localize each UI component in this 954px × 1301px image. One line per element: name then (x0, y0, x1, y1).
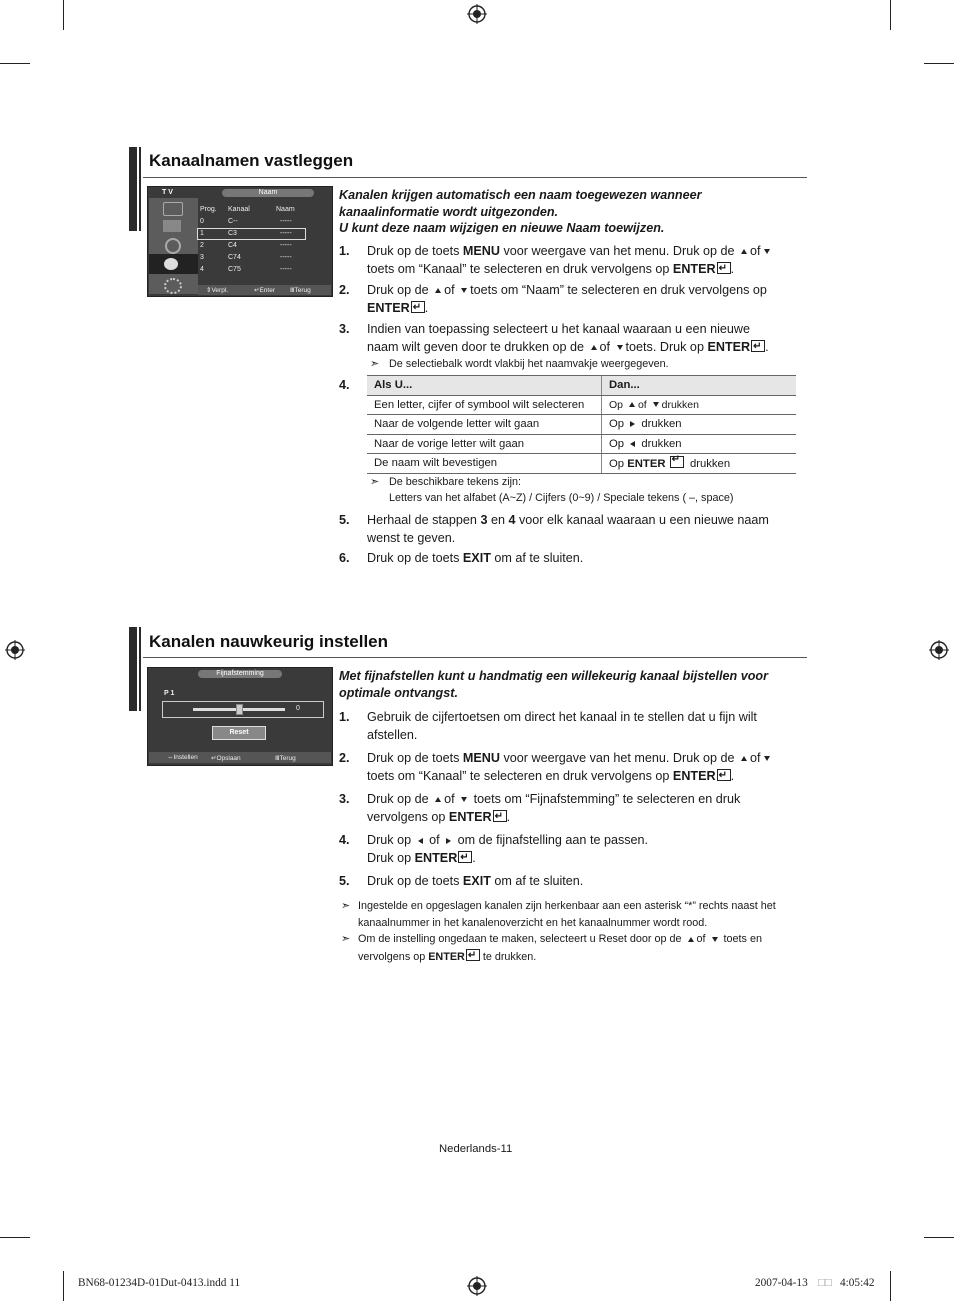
picture-icon (163, 220, 181, 232)
table-row (367, 395, 796, 415)
tab-label: T V (162, 189, 173, 196)
up-arrow-icon (591, 345, 597, 350)
up-arrow-icon (435, 797, 441, 802)
registration-mark-icon (467, 4, 487, 24)
channel-row[interactable]: 1 C3 ----- (200, 230, 292, 237)
down-arrow-icon (653, 402, 659, 407)
down-arrow-icon (461, 288, 467, 293)
move-hint: ⇕Verpl. (206, 287, 229, 294)
table-cell: Een letter, cijfer of symbool wilt selecteren (367, 395, 602, 415)
key-table (367, 375, 796, 474)
table-cell: Op ENTER ↵ drukken (602, 454, 797, 474)
channel-row[interactable]: 4 C75 ----- (200, 266, 292, 273)
left-arrow-icon (630, 441, 635, 447)
channel-row[interactable]: 2 C4 ----- (200, 242, 292, 249)
section-marker (129, 627, 141, 711)
step-2: 2. Druk op de of toets om “Naam” te selecteren en druk vervolgens op ENTER↵ . (339, 282, 804, 318)
channel-row[interactable]: 3 C74 ----- (200, 254, 292, 261)
table-cell: Naar de vorige letter wilt gaan (367, 434, 602, 454)
save-hint: ↵Opslaan (211, 755, 241, 762)
table-row (367, 415, 796, 435)
slider-thumb[interactable] (236, 704, 243, 715)
section-rule (143, 177, 807, 178)
reset-button[interactable]: Reset (212, 726, 266, 740)
section-marker (129, 147, 141, 231)
intro-text: Kanalen krijgen automatisch een naam toegewezen wanneer kanaalinformatie wordt uitgezonden. U kunt deze naam wijzigen en nieuwe Naam toewijzen. (339, 188, 702, 235)
page-number: Nederlands-11 (439, 1143, 513, 1155)
channel-icon (149, 254, 198, 274)
down-arrow-icon (764, 756, 770, 761)
menu-sidebar (149, 198, 198, 294)
left-arrow-icon (418, 838, 423, 844)
header-label: Naam (258, 189, 278, 196)
up-arrow-icon (435, 288, 441, 293)
table-header-row (367, 376, 796, 396)
table-header: Dan... (602, 376, 797, 396)
slug-date: 2007-04-13 (755, 1277, 808, 1289)
return-hint: ⅢTerug (290, 287, 311, 294)
note-arrow-icon: ➣ (341, 933, 351, 945)
crop-mark (890, 1271, 891, 1301)
down-arrow-icon (712, 937, 718, 942)
registration-mark-icon (5, 640, 25, 660)
enter-icon (717, 769, 731, 781)
step-4: 4. Druk op of om de fijnafstelling aan te passen. Druk op ENTER↵ . (339, 832, 804, 868)
tv-menu-screen (147, 186, 333, 297)
slug-boxes: □□ (818, 1277, 832, 1289)
registration-mark-icon (467, 1276, 487, 1296)
note: ➣ Om de instelling ongedaan te maken, selecteert u Reset door op de of toets en vervolgens op ENTER↵ te drukken. (341, 930, 803, 966)
step-1: 1. Druk op de toets MENU voor weergave van het menu. Druk op de of toets om “Kanaal” te selecteren en druk vervolgens op ENTER↵ . (339, 243, 804, 279)
menu-footer (149, 752, 331, 763)
down-arrow-icon (461, 797, 467, 802)
table-cell: Op drukken (602, 415, 797, 435)
section-rule (143, 657, 807, 658)
step-3: 3. Indien van toepassing selecteert u het kanaal waaraan u een nieuwe naam wilt geven door te drukken op de of toets. Druk op ENTER↵ . (339, 321, 804, 357)
step-2: 2. Druk op de toets MENU voor weergave van het menu. Druk op de of toets om “Kanaal” te selecteren en druk vervolgens op ENTER↵ . (339, 750, 804, 786)
enter-icon (493, 810, 507, 822)
fine-tune-screen (147, 667, 333, 766)
table-header: Als U... (367, 376, 602, 396)
note-arrow-icon: ➣ (341, 900, 351, 912)
section-title: Kanaalnamen vastleggen (149, 151, 354, 170)
header-label: Fijnafstemming (216, 670, 264, 677)
menu-header (222, 189, 314, 197)
note-arrow-icon: ➣ (370, 358, 380, 370)
table-cell: Naar de volgende letter wilt gaan (367, 415, 602, 435)
section-title: Kanalen nauwkeurig instellen (149, 632, 389, 651)
down-arrow-icon (764, 249, 770, 254)
enter-icon (411, 301, 425, 313)
step-4: 4. (339, 378, 350, 392)
step-3: 3. Druk op de of toets om “Fijnafstemming” te selecteren en druk vervolgens op ENTER↵ . (339, 791, 804, 827)
program-label: P 1 (164, 690, 175, 697)
right-arrow-icon (630, 421, 635, 427)
slider-value: 0 (296, 705, 300, 712)
menu-header (198, 670, 282, 678)
setup-icon (164, 278, 182, 294)
note: ➣ De beschikbare tekens zijn: Letters van het alfabet (A~Z) / Cijfers (0~9) / Speciale tekens ( –, space) (370, 476, 734, 504)
column-header: Prog. (200, 206, 217, 213)
step-1: 1. Gebruik de cijfertoetsen om direct het kanaal in te stellen dat u fijn wilt afstellen. (339, 710, 757, 742)
sound-icon (165, 238, 181, 254)
crop-mark (924, 63, 954, 64)
channel-row[interactable]: 0 C-- ----- (200, 218, 292, 225)
enter-icon (717, 262, 731, 274)
enter-icon (751, 340, 765, 352)
menu-footer (198, 285, 331, 295)
slug-time: 4:05:42 (840, 1277, 875, 1289)
crop-mark (924, 1237, 954, 1238)
up-arrow-icon (629, 402, 635, 407)
up-arrow-icon (741, 249, 747, 254)
step-5: 5. Druk op de toets EXIT om af te sluiten. (339, 874, 584, 888)
column-header: Kanaal (228, 206, 250, 213)
return-hint: ⅢTerug (275, 755, 296, 762)
enter-icon (458, 851, 472, 863)
step-6: 6. Druk op de toets EXIT om af te sluiten. (339, 551, 584, 565)
table-cell: De naam wilt bevestigen (367, 454, 602, 474)
enter-icon (466, 949, 480, 961)
intro-text: Met fijnafstellen kunt u handmatig een willekeurig kanaal bijstellen voor optimale ontvangst. (339, 669, 768, 700)
step-5: 5. Herhaal de stappen 3 en 4 voor elk kanaal waaraan u een nieuwe naam wenst te geven. (339, 513, 769, 545)
crop-mark (0, 63, 30, 64)
table-row (367, 454, 796, 474)
crop-mark (63, 1271, 64, 1301)
enter-icon (670, 456, 684, 468)
slider-box (162, 701, 324, 718)
note: ➣ Ingestelde en opgeslagen kanalen zijn herkenbaar aan een asterisk “*” rechts naast het kanaalnummer in het kanalenoverzicht en het kanaalnummer wordt rood. (341, 900, 776, 929)
enter-hint: ↵Enter (254, 287, 275, 294)
up-arrow-icon (688, 937, 694, 942)
table-cell: Op drukken (602, 434, 797, 454)
registration-mark-icon (929, 640, 949, 660)
antenna-icon (163, 202, 183, 216)
right-arrow-icon (446, 838, 451, 844)
note-arrow-icon: ➣ (370, 476, 380, 488)
column-header: Naam (276, 206, 295, 213)
note: ➣ De selectiebalk wordt vlakbij het naamvakje weergegeven. (370, 358, 669, 370)
down-arrow-icon (617, 345, 623, 350)
file-slug: BN68-01234D-01Dut-0413.indd 11 (78, 1277, 241, 1289)
crop-mark (0, 1237, 30, 1238)
crop-mark (890, 0, 891, 30)
table-row (367, 434, 796, 454)
set-hint: ⇔Instellen (167, 754, 198, 761)
crop-mark (63, 0, 64, 30)
table-cell: Op of drukken (602, 395, 797, 415)
up-arrow-icon (741, 756, 747, 761)
